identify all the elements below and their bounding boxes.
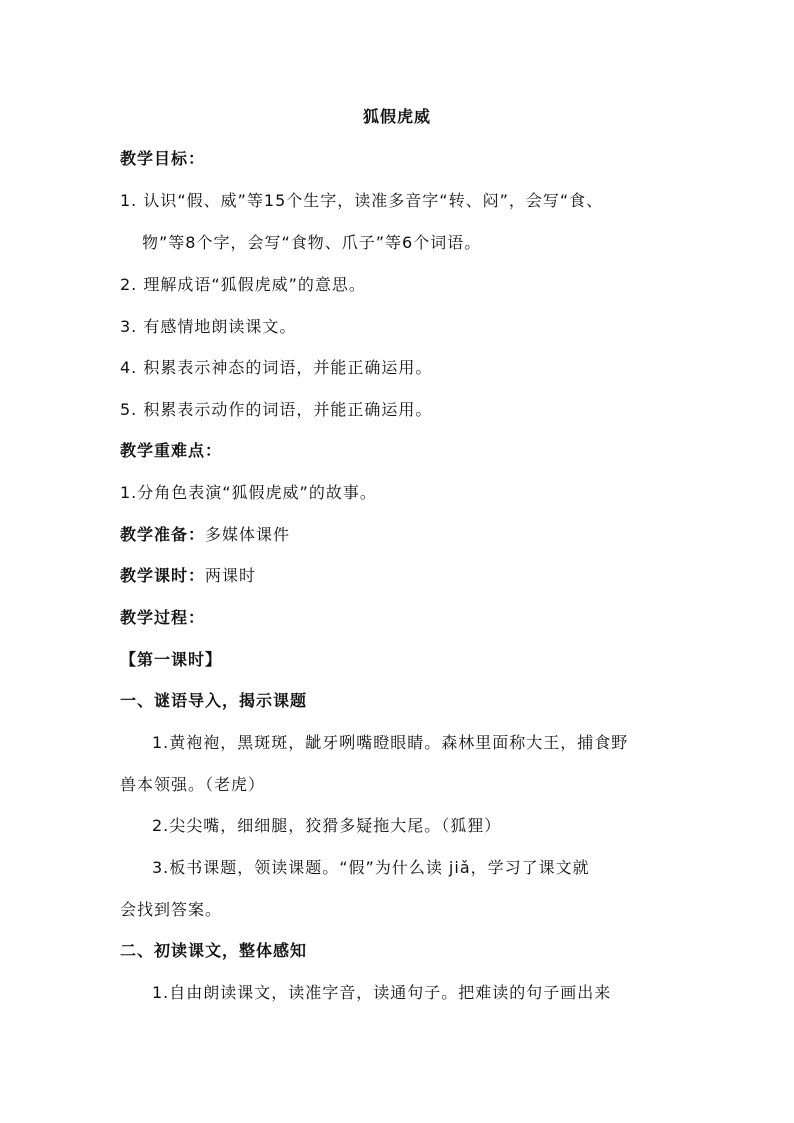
lesson-heading: 【第一课时】 (120, 650, 223, 669)
section-1-item-3-line-2: 会找到答案。 (120, 900, 223, 919)
objectives-heading: 教学目标： (120, 149, 206, 168)
section-1-item-1-line-2: 兽本领强。（老虎） (120, 775, 266, 794)
prep-value: 多媒体课件 (205, 525, 291, 544)
objective-item-1-line-2: 物”等8个字，会写“食物、爪子”等6个词语。 (142, 233, 482, 252)
section-1-item-2: 2.尖尖嘴，细细腿，狡猾多疑拖大尾。（狐狸） (152, 816, 502, 835)
hours-line (120, 565, 690, 587)
document-title: 狐假虎威 (362, 107, 431, 126)
section-1-item-3-line-1: 3.板书课题，领读课题。“假”为什么读 jiǎ，学习了课文就 (152, 858, 590, 877)
objective-item-1-line-1: 1. 认识“假、威”等15个生字，读准多音字“转、闷”，会写“食、 (120, 191, 604, 210)
section-2-item-1: 1.自由朗读课文，读准字音，读通句子。把难读的句子画出来 (152, 983, 612, 1002)
section-1-item-1-line-1: 1.黄袍袍，黑斑斑，龇牙咧嘴瞪眼睛。森林里面称大王，捕食野 (152, 733, 629, 752)
process-heading: 教学过程： (120, 608, 206, 627)
objective-item-2: 2. 理解成语“狐假虎威”的意思。 (120, 275, 366, 294)
keypoints-heading: 教学重难点： (120, 441, 223, 460)
keypoint-item-1: 1.分角色表演“狐假虎威”的故事。 (120, 483, 377, 502)
prep-line (120, 524, 690, 546)
hours-label: 教学课时： (120, 566, 206, 585)
objective-item-4: 4. 积累表示神态的词语，并能正确运用。 (120, 358, 433, 377)
section-2-heading: 二、初读课文，整体感知 (120, 941, 308, 960)
prep-label: 教学准备： (120, 525, 206, 544)
objective-item-3: 3. 有感情地朗读课文。 (120, 317, 297, 336)
hours-value: 两课时 (205, 566, 257, 585)
objective-item-5: 5. 积累表示动作的词语，并能正确运用。 (120, 400, 433, 419)
section-1-heading: 一、谜语导入，揭示课题 (120, 691, 308, 710)
